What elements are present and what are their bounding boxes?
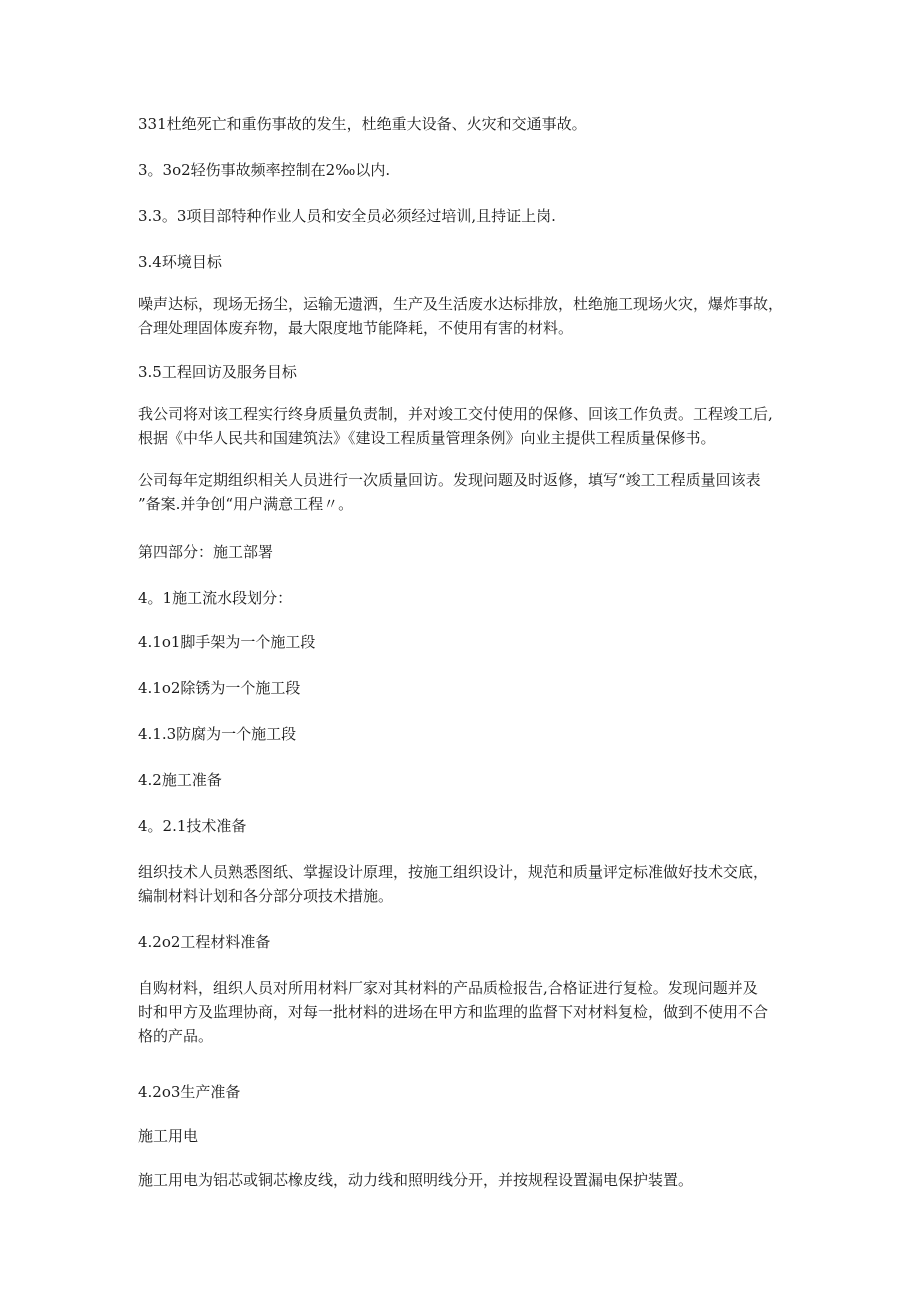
heading-construction-preparation: 4.2施工准备 <box>138 771 222 789</box>
heading-environment-target: 3.4环境目标 <box>138 253 222 271</box>
safety-target-minor-injury-rate: 3。3o2轻伤事故频率控制在2‰以内. <box>138 161 391 179</box>
section-scaffolding: 4.1o1脚手架为一个施工段 <box>138 633 316 651</box>
section-rust-removal: 4.1o2除锈为一个施工段 <box>138 679 301 697</box>
annual-revisit-body: 公司每年定期组织相关人员进行一次质量回访。发现问题及时返修，填写“竣工工程质量回该表 ”备案.并争创“用户满意工程〃。 <box>138 471 761 513</box>
material-preparation-body: 自购材料，组织人员对所用材料厂家对其材料的产品质检报告,合格证进行复检。发现问题并及 时和甲方及监理协商，对每一批材料的进场在甲方和监理的监督下对材料复检，做到不使用不合 格的产品。 <box>138 979 769 1045</box>
heading-flow-section-division: 4。1施工流水段划分： <box>138 589 293 607</box>
safety-target-certified-staff: 3.3。3项目部特种作业人员和安全员必须经过培训,且持证上岗. <box>138 207 556 225</box>
heading-part-four: 第四部分：施工部署 <box>138 543 274 561</box>
technical-preparation-body: 组织技术人员熟悉图纸、掌握设计原理，按施工组织设计，规范和质量评定标准做好技术交底， 编制材料计划和各分部分项技术措施。 <box>138 863 769 905</box>
section-anticorrosion: 4.1.3防腐为一个施工段 <box>138 725 297 743</box>
safety-target-no-fatality: 331杜绝死亡和重伤事故的发生，杜绝重大设备、火灾和交通事故。 <box>138 115 587 133</box>
heading-revisit-service-target: 3.5工程回访及服务目标 <box>138 363 297 381</box>
heading-construction-power: 施工用电 <box>138 1127 199 1145</box>
quality-responsibility-body: 我公司将对该工程实行终身质量负责制，并对竣工交付使用的保修、回该工作负责。工程竣工后, 根据《中华人民共和国建筑法》《建设工程质量管理条例》向业主提供工程质量保修书。 <box>138 405 773 447</box>
heading-production-preparation: 4.2o3生产准备 <box>138 1083 241 1101</box>
environment-target-body: 噪声达标，现场无扬尘，运输无遗洒，生产及生活废水达标排放，杜绝施工现场火灾，爆炸事故， 合理处理固体废弃物，最大限度地节能降耗，不使用有害的材料。 <box>138 295 784 337</box>
heading-technical-preparation: 4。2.1技术准备 <box>138 817 247 835</box>
construction-power-body: 施工用电为铝芯或铜芯橡皮线，动力线和照明线分开，并按规程设置漏电保护装置。 <box>138 1171 694 1189</box>
heading-material-preparation: 4.2o2工程材料准备 <box>138 933 271 951</box>
